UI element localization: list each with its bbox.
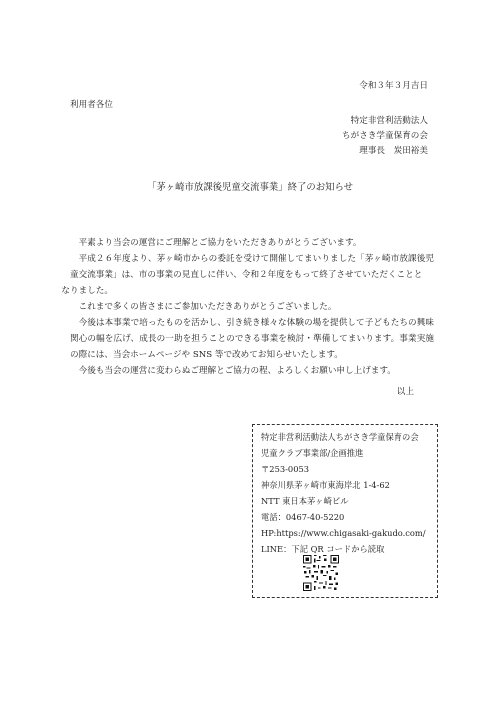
- contact-department: 児童クラブ事業部/企画推進: [261, 448, 364, 458]
- notice-title: 「茅ヶ崎市放課後児童交流事業」終了のお知らせ: [147, 182, 353, 193]
- sender-chairperson: 理事長 炭田裕美: [359, 146, 428, 156]
- body-paragraph: これまで多くの皆さまにご参加いただきありがとうございました。: [78, 302, 337, 312]
- contact-building: NTT 東日本茅ヶ崎ビル: [261, 496, 349, 506]
- body-paragraph: 今後も当会の運営に変わらぬご理解とご協力の程、よろしくお願い申し上げます。: [78, 366, 396, 376]
- contact-postal-code: 〒253-0053: [261, 464, 310, 474]
- notice-body: [61, 235, 434, 379]
- contact-org: 特定非営利活動法人ちがさき学童保育の会: [261, 432, 419, 442]
- closing-word: 以上: [396, 387, 414, 397]
- body-paragraph: 今後は本事業で培ったものを活かし、引き続き様々な体験の場を提供して子どもたちの興味関心の幅を広げ、成長の一助を担うことのできる事業を検討・準備してまいります。事業実施の際には、当会ホームページや SNS 等で改めてお知らせいたします。: [70, 318, 434, 360]
- body-paragraph: 平成２６年度より、茅ヶ崎市からの委託を受けて開催してまいりました「茅ヶ崎市放課後児童交流事業」は、市の事業の見直しに伴い、令和２年度をもって終了させていただくことと なりました。: [61, 254, 434, 296]
- line-qr-code-icon[interactable]: [303, 555, 339, 591]
- document-date: 令和３年３月吉日: [359, 81, 428, 91]
- contact-address: 神奈川県茅ヶ崎市東海岸北 1-4-62: [261, 480, 390, 490]
- body-paragraph: 平素より当会の運営にご理解とご協力をいただきありがとうございます。: [78, 238, 362, 248]
- sender-org-name: ちがさき学童保育の会: [342, 131, 428, 141]
- contact-box: [252, 424, 438, 598]
- contact-homepage[interactable]: HP:https://www.chigasaki-gakudo.com/: [261, 528, 426, 538]
- contact-phone: 電話：0467-40-5220: [261, 512, 345, 522]
- contact-line-note: LINE：下記 QR コードから読取: [261, 544, 385, 554]
- sender-org-type: 特定非営利活動法人: [350, 116, 428, 126]
- recipient: 利用者各位: [70, 100, 113, 110]
